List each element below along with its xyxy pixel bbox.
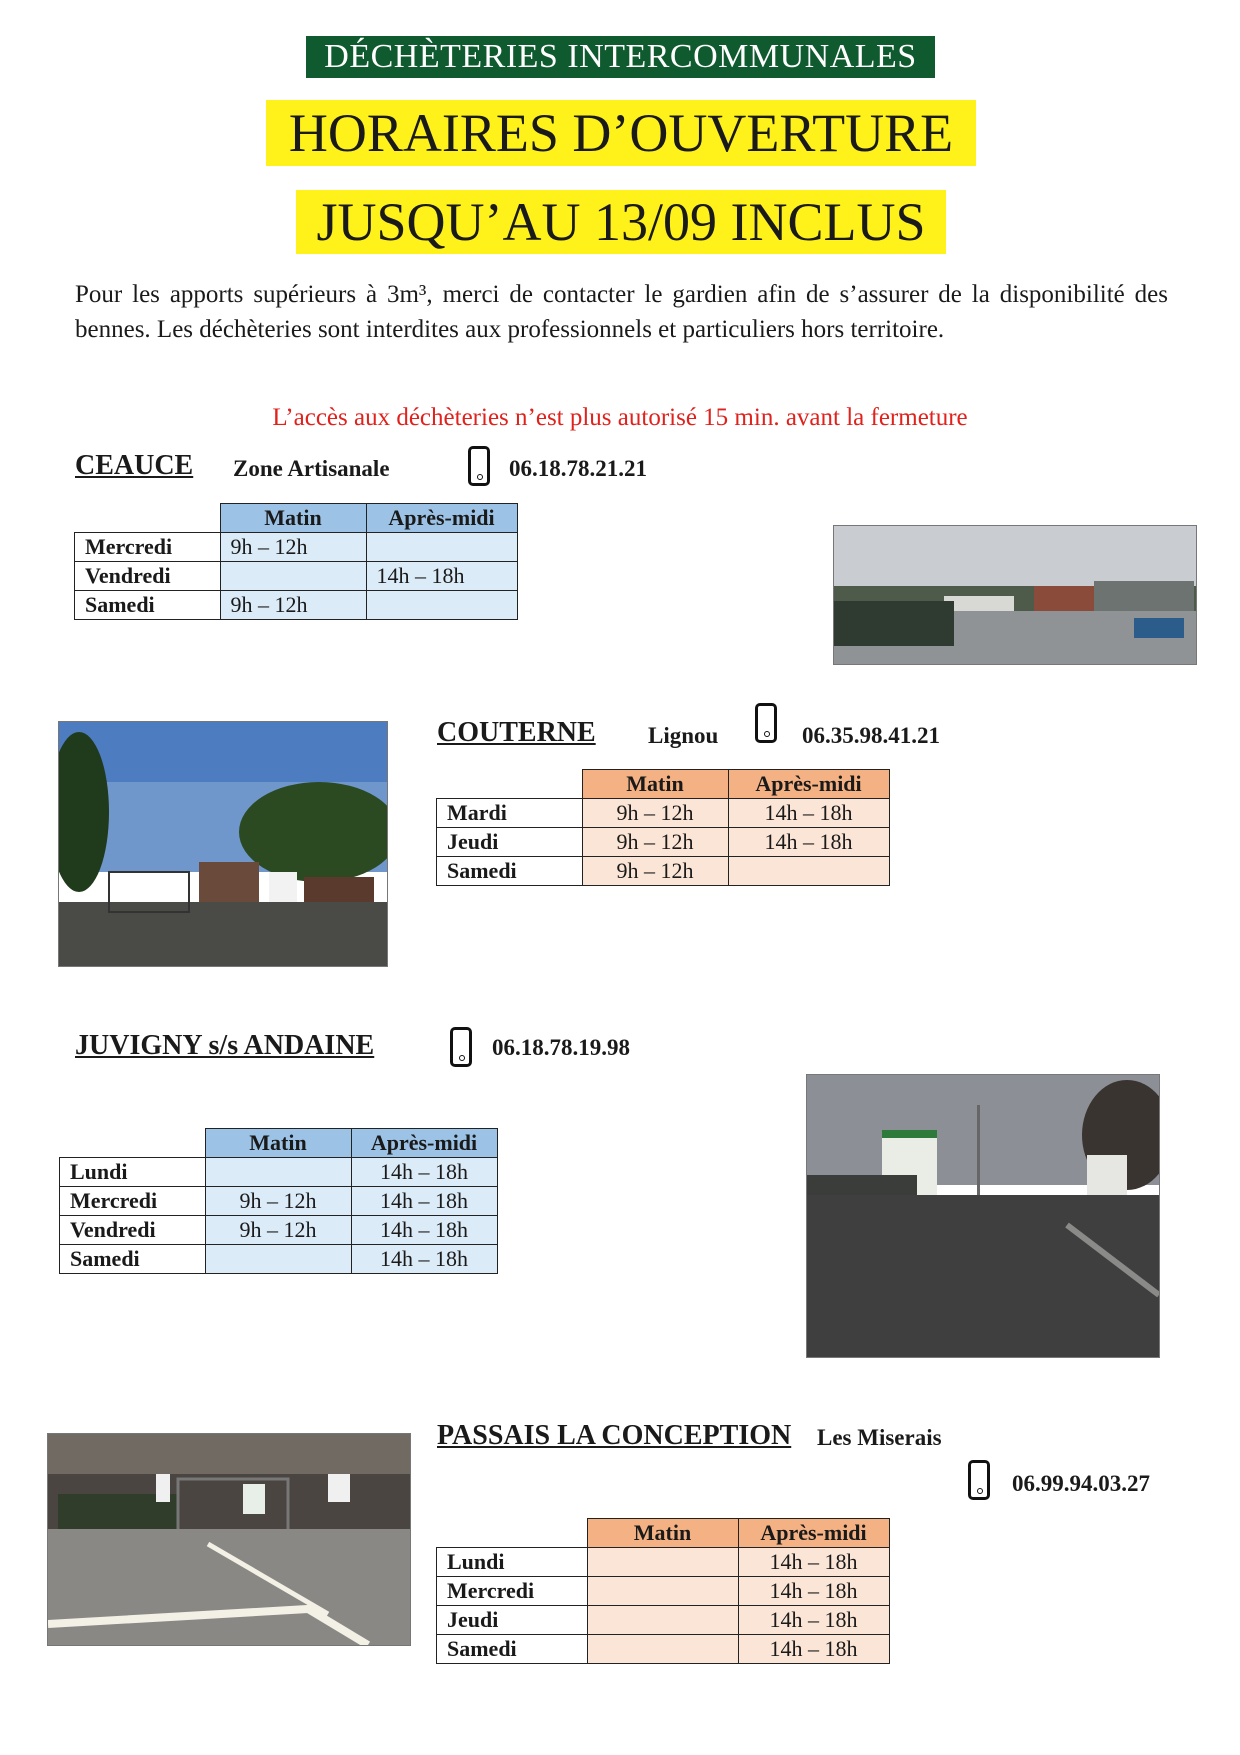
morning-cell: 9h – 12h — [582, 857, 728, 886]
morning-cell — [587, 1635, 738, 1664]
morning-cell — [587, 1577, 738, 1606]
site-location-passais: Les Miserais — [817, 1425, 942, 1450]
table-row — [437, 1606, 890, 1635]
phone-icon — [450, 1027, 472, 1067]
table-row — [60, 1158, 498, 1187]
table-row — [75, 533, 518, 562]
afternoon-cell: 14h – 18h — [351, 1245, 497, 1274]
day-cell: Samedi — [437, 1635, 588, 1664]
site-photo-ceauce — [833, 525, 1197, 665]
schedule-table-juvigny — [59, 1128, 498, 1274]
afternoon-cell — [366, 533, 517, 562]
column-header: Matin — [582, 770, 728, 799]
site-phone-juvigny[interactable]: 06.18.78.19.98 — [492, 1035, 630, 1060]
page-title: HORAIRES D’OUVERTURE — [266, 100, 976, 166]
phone-icon — [755, 703, 777, 743]
morning-cell — [205, 1158, 351, 1187]
afternoon-cell: 14h – 18h — [728, 799, 889, 828]
banner-title: DÉCHÈTERIES INTERCOMMUNALES — [306, 36, 935, 78]
afternoon-cell: 14h – 18h — [728, 828, 889, 857]
afternoon-cell: 14h – 18h — [351, 1216, 497, 1245]
morning-cell — [205, 1245, 351, 1274]
table-row — [60, 1245, 498, 1274]
intro-paragraph: Pour les apports supérieurs à 3m³, merci de contacter le gardien afin de s’assurer de la disponibilité des bennes. Les déchèteries sont interdites aux professionnels et particuliers hors territoire. — [75, 281, 1168, 343]
morning-cell — [587, 1606, 738, 1635]
day-cell: Mercredi — [75, 533, 221, 562]
site-name-juvigny: JUVIGNY s/s ANDAINE — [75, 1030, 375, 1061]
day-cell: Samedi — [437, 857, 583, 886]
afternoon-cell: 14h – 18h — [738, 1635, 889, 1664]
column-header: Après-midi — [738, 1519, 889, 1548]
day-cell: Jeudi — [437, 828, 583, 857]
table-row — [437, 1635, 890, 1664]
site-location-couterne: Lignou — [648, 723, 719, 748]
afternoon-cell: 14h – 18h — [738, 1577, 889, 1606]
site-phone-couterne[interactable]: 06.35.98.41.21 — [802, 723, 940, 748]
table-row — [437, 799, 890, 828]
day-cell: Mardi — [437, 799, 583, 828]
morning-cell — [220, 562, 366, 591]
morning-cell: 9h – 12h — [582, 799, 728, 828]
table-row — [437, 857, 890, 886]
day-cell: Lundi — [437, 1548, 588, 1577]
day-cell: Mercredi — [60, 1187, 206, 1216]
table-row — [437, 1548, 890, 1577]
column-header: Matin — [220, 504, 366, 533]
morning-cell: 9h – 12h — [582, 828, 728, 857]
afternoon-cell: 14h – 18h — [366, 562, 517, 591]
morning-cell — [587, 1548, 738, 1577]
schedule-table-ceauce — [74, 503, 518, 620]
site-phone-ceauce[interactable]: 06.18.78.21.21 — [509, 456, 647, 481]
closing-notice: L’accès aux déchèteries n’est plus autorisé 15 min. avant la fermeture — [272, 404, 968, 431]
morning-cell: 9h – 12h — [205, 1187, 351, 1216]
schedule-table-passais — [436, 1518, 890, 1664]
day-cell: Mercredi — [437, 1577, 588, 1606]
table-row — [60, 1187, 498, 1216]
table-row — [60, 1216, 498, 1245]
afternoon-cell: 14h – 18h — [351, 1158, 497, 1187]
table-row — [75, 562, 518, 591]
day-cell: Vendredi — [75, 562, 221, 591]
site-photo-passais — [47, 1433, 411, 1646]
morning-cell: 9h – 12h — [220, 533, 366, 562]
day-cell: Vendredi — [60, 1216, 206, 1245]
table-row — [437, 828, 890, 857]
site-location-ceauce: Zone Artisanale — [233, 456, 390, 481]
site-name-couterne: COUTERNE — [437, 717, 596, 748]
site-photo-couterne — [58, 721, 388, 967]
page-subtitle: JUSQU’AU 13/09 INCLUS — [296, 190, 946, 254]
table-row — [75, 591, 518, 620]
day-cell: Samedi — [75, 591, 221, 620]
day-cell: Jeudi — [437, 1606, 588, 1635]
afternoon-cell: 14h – 18h — [351, 1187, 497, 1216]
phone-icon — [968, 1460, 990, 1500]
schedule-table-couterne — [436, 769, 890, 886]
site-photo-juvigny — [806, 1074, 1160, 1358]
site-phone-passais[interactable]: 06.99.94.03.27 — [1012, 1471, 1150, 1496]
column-header: Matin — [205, 1129, 351, 1158]
afternoon-cell — [728, 857, 889, 886]
site-name-ceauce: CEAUCE — [75, 450, 194, 481]
column-header: Après-midi — [728, 770, 889, 799]
morning-cell: 9h – 12h — [205, 1216, 351, 1245]
day-cell: Lundi — [60, 1158, 206, 1187]
phone-icon — [468, 446, 490, 486]
afternoon-cell: 14h – 18h — [738, 1548, 889, 1577]
afternoon-cell — [366, 591, 517, 620]
afternoon-cell: 14h – 18h — [738, 1606, 889, 1635]
column-header: Après-midi — [366, 504, 517, 533]
column-header: Matin — [587, 1519, 738, 1548]
site-name-passais: PASSAIS LA CONCEPTION — [437, 1420, 792, 1451]
table-row — [437, 1577, 890, 1606]
column-header: Après-midi — [351, 1129, 497, 1158]
day-cell: Samedi — [60, 1245, 206, 1274]
morning-cell: 9h – 12h — [220, 591, 366, 620]
